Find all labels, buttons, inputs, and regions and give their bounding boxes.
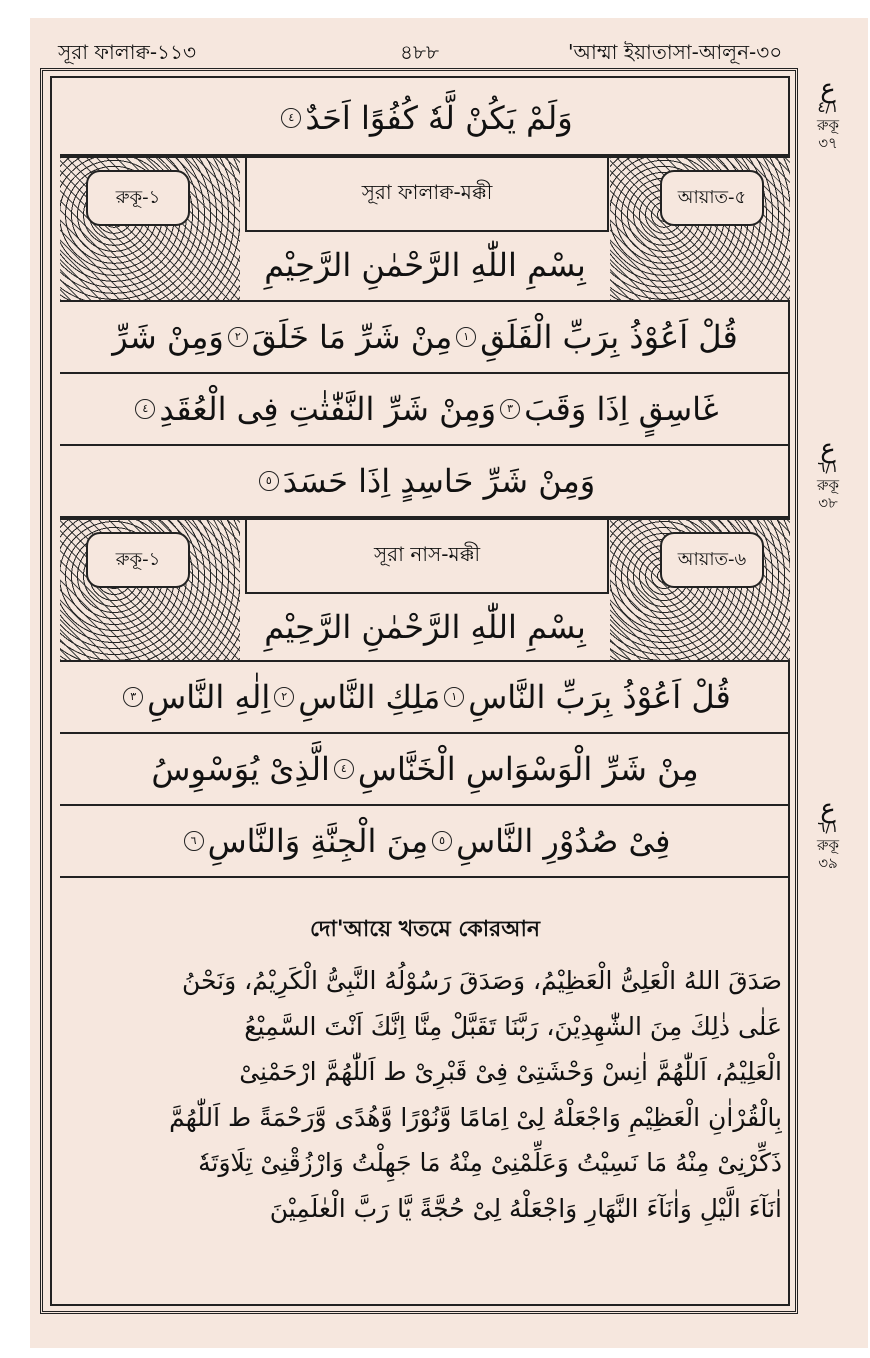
ayah-text: غَاسِقٍ اِذَا وَقَبَ (524, 390, 719, 428)
ayah-number-marker: ١ (456, 327, 476, 347)
ayah-text: الَّذِىْ يُوَسْوِسُ (151, 750, 330, 788)
ruku-number: ৩৭ (818, 134, 838, 152)
dua-text-block (70, 958, 782, 1231)
ruku-fraction: ٦/١ (817, 818, 839, 836)
dua-line: الْعَلِيْمُ، اَللّٰهُمَّ اٰنِسْ وَحْشَتِىْ فِىْ قَبْرِىْ ط اَللّٰهُمَّ ارْحَمْنِىْ (239, 1057, 782, 1086)
ruku-number: ৩৮ (818, 494, 838, 512)
ayat-count: আয়াত-৫ (677, 186, 747, 208)
ayah-text: وَمِنْ شَرِّ (112, 318, 224, 356)
ruku-cartouche (86, 170, 190, 226)
header-page-number: ৪৮৮ (400, 40, 439, 64)
falaq-line-3 (60, 446, 790, 518)
surah-title: সূরা ফালাক্ব-মক্কী (361, 179, 493, 204)
ayah-text: مَلِكِ النَّاسِ (298, 678, 441, 716)
surah-title-box (245, 520, 609, 594)
ayah-number-marker: ٣ (123, 687, 143, 707)
dua-title: দো'আয়ে খতমে কোরআন (310, 917, 540, 942)
ruku-label: রুকূ-১ (115, 186, 161, 208)
ayah-text: فِىْ صُدُوْرِ النَّاسِ (456, 822, 671, 860)
ayah-text: مِنَ الْجِنَّةِ وَالنَّاسِ (207, 822, 429, 860)
ruku-label: রুকূ-১ (115, 548, 161, 570)
ayah-text: وَمِنْ شَرِّ النَّفّٰثٰتِ فِى الْعُقَدِ (159, 390, 497, 428)
falaq-line-2 (60, 374, 790, 446)
ayah-text: مِنْ شَرِّ مَا خَلَقَ (251, 318, 453, 356)
ayah-text: وَلَمْ يَكُنْ لَّهٗ كُفُوًا اَحَدٌ (305, 99, 573, 137)
margin-ruku-note (808, 434, 848, 512)
nas-line-2 (60, 734, 790, 806)
header-para-name: 'আম্মা ইয়াতাসা-আলূন-৩০ (568, 40, 783, 64)
nas-line-1 (60, 662, 790, 734)
bismillah: بِسْمِ اللّٰهِ الرَّحْمٰنِ الرَّحِيْمِ (264, 246, 586, 284)
ayah-number-marker: ٥ (432, 831, 452, 851)
margin-ruku-note (808, 794, 848, 872)
ayat-cartouche (660, 532, 764, 588)
ruku-mark: ع (820, 794, 836, 824)
ayah-text: وَمِنْ شَرِّ حَاسِدٍ اِذَا حَسَدَ (282, 462, 596, 500)
dua-line: صَدَقَ اللهُ الْعَلِىُّ الْعَظِيْمُ، وَصَدَقَ رَسُوْلُهُ النَّبِىُّ الْكَرِيْمُ، وَنَحْنُ (182, 966, 782, 995)
surah-title: সূরা নাস-মক্কী (373, 541, 481, 566)
ayah-text: اِلٰهِ النَّاسِ (147, 678, 271, 716)
ruku-cartouche (86, 532, 190, 588)
ruku-mark: ع (820, 434, 836, 464)
dua-line: ذَكِّرْنِىْ مِنْهُ مَا نَسِيْتُ وَعَلِّمْنِىْ مِنْهُ مَا جَهِلْتُ وَارْزُقْنِىْ تِلَاوَتَهٗ (198, 1148, 782, 1177)
falaq-header-band (60, 156, 790, 302)
ayah-number-marker: ٤ (334, 759, 354, 779)
ruku-number: ৩৯ (818, 854, 838, 872)
ayah-number-marker: ٤ (281, 108, 301, 128)
ikhlas-last-ayah (60, 82, 790, 156)
dua-line: اٰنَآءَ الَّيْلِ وَاٰنَآءَ النَّهَارِ وَاجْعَلْهُ لِىْ حُجَّةً يَّا رَبَّ الْعٰلَمِيْنَ (269, 1193, 782, 1223)
dua-line: عَلٰى ذٰلِكَ مِنَ الشّٰهِدِيْنَ، رَبَّنَا تَقَبَّلْ مِنَّا اِنَّكَ اَنْتَ السَّمِيْعُ (244, 1011, 782, 1041)
ruku-word: রুকূ (816, 836, 839, 854)
ayah-number-marker: ٥ (259, 471, 279, 491)
ayah-number-marker: ٢ (274, 687, 294, 707)
ruku-fraction: ٤/١ (817, 98, 839, 116)
ruku-mark: ع (820, 74, 836, 104)
falaq-line-1 (60, 302, 790, 374)
ayah-text: قُلْ اَعُوْذُ بِرَبِّ النَّاسِ (468, 678, 731, 716)
ayat-cartouche (660, 170, 764, 226)
bismillah: بِسْمِ اللّٰهِ الرَّحْمٰنِ الرَّحِيْمِ (264, 608, 586, 646)
ayah-text: مِنْ شَرِّ الْوَسْوَاسِ الْخَنَّاسِ (357, 750, 699, 788)
surah-title-box (245, 158, 609, 232)
ayah-number-marker: ٣ (500, 399, 520, 419)
nas-line-3 (60, 806, 790, 878)
ruku-fraction: ٦/١ (817, 458, 839, 476)
ayah-number-marker: ٦ (184, 831, 204, 851)
ayah-number-marker: ٢ (228, 327, 248, 347)
dua-line: بِالْقُرْاٰنِ الْعَظِيْمِ وَاجْعَلْهُ لِىْ اِمَامًا وَّنُوْرًا وَّهُدًى وَّرَحْمَةً ط اَللّٰهُمَّ (169, 1102, 782, 1132)
margin-ruku-note (808, 74, 848, 152)
header-surah-name: সূরা ফালাক্ব-১১৩ (58, 40, 197, 64)
ayah-number-marker: ١ (444, 687, 464, 707)
ayah-number-marker: ٤ (135, 399, 155, 419)
ruku-word: রুকূ (816, 116, 839, 134)
ayat-count: আয়াত-৬ (677, 548, 747, 570)
ruku-word: রুকূ (816, 476, 839, 494)
nas-header-band (60, 518, 790, 662)
ayah-text: قُلْ اَعُوْذُ بِرَبِّ الْفَلَقِ (480, 318, 738, 356)
